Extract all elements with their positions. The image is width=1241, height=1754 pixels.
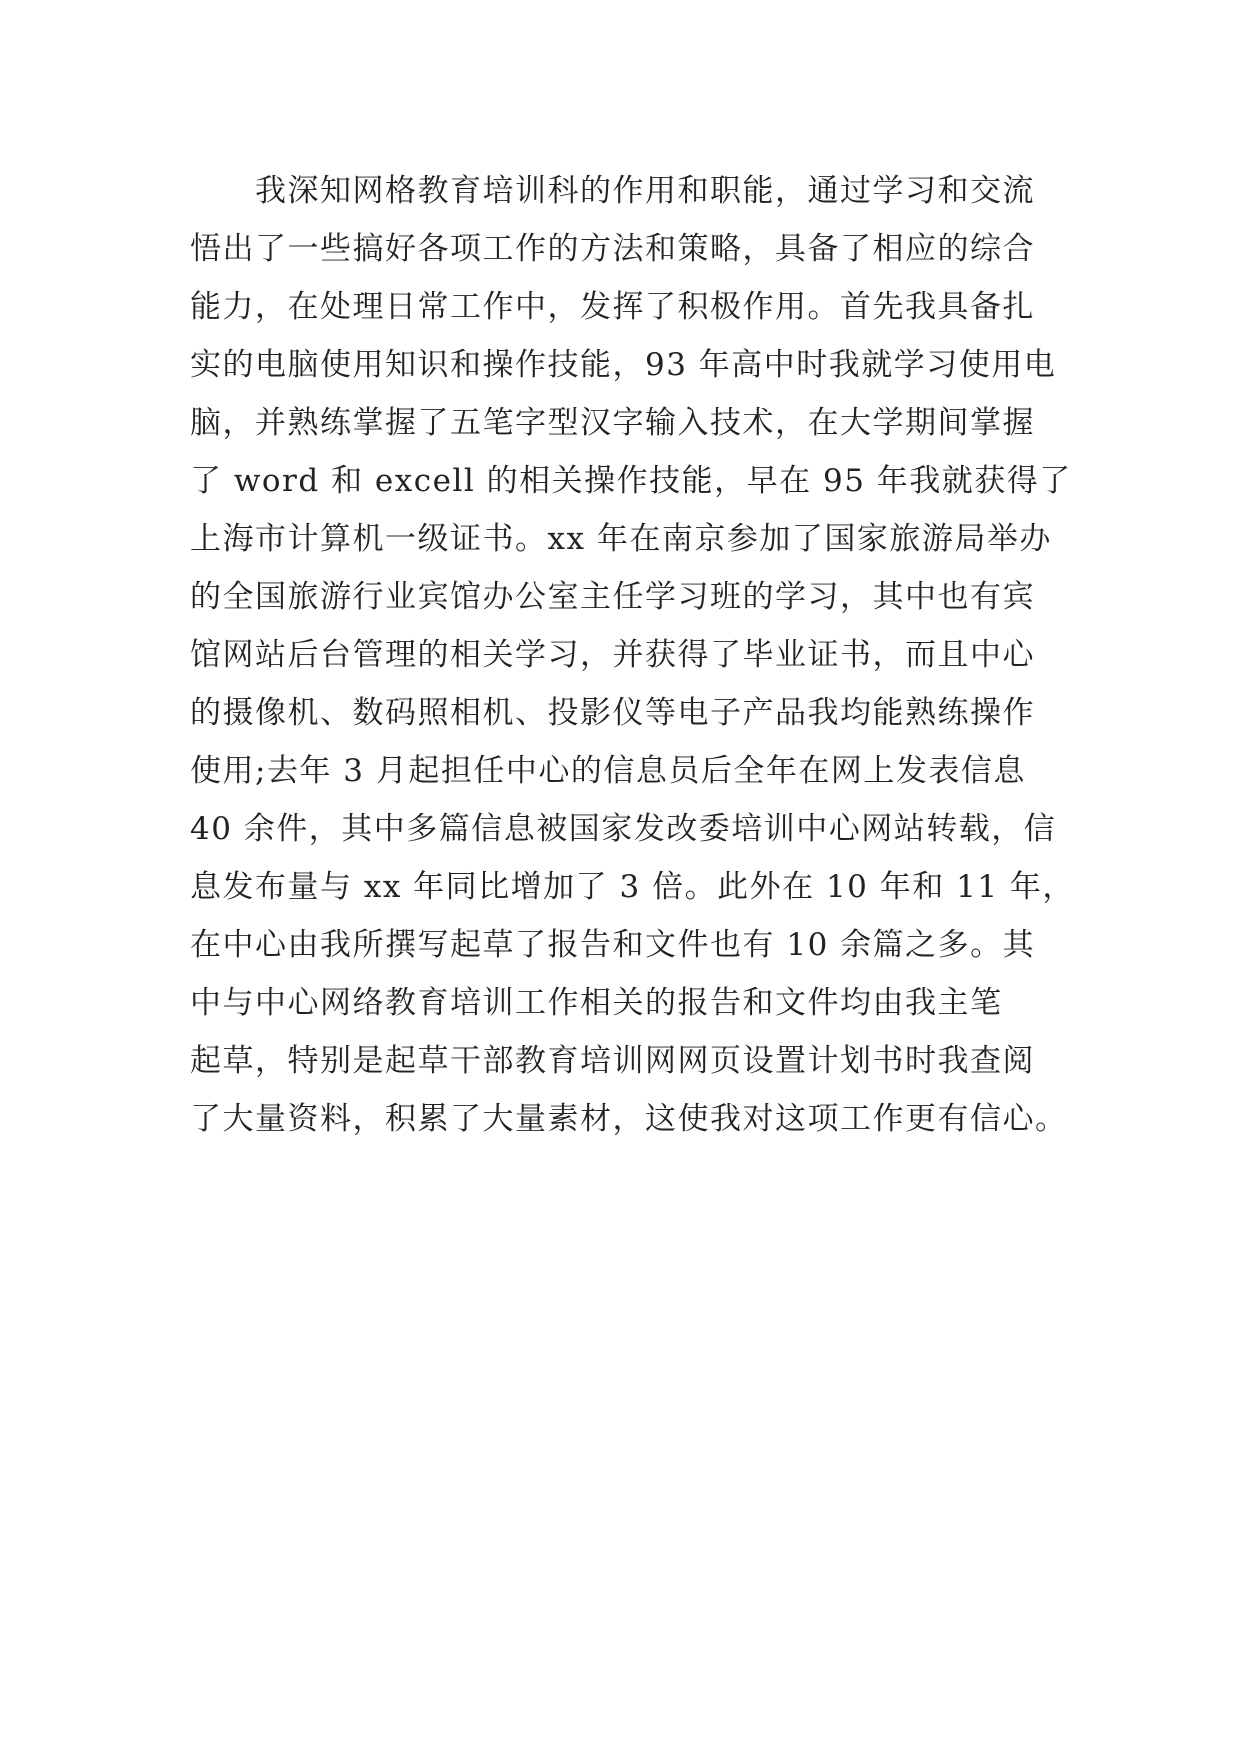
- paragraph-line: 起草，特别是起草干部教育培训网网页设置计划书时我查阅: [190, 1043, 1035, 1079]
- paragraph-line: 实的电脑使用知识和操作技能，93 年高中时我就学习使用电: [190, 347, 1057, 383]
- paragraph-line: 中与中心网络教育培训工作相关的报告和文件均由我主笔: [190, 985, 1003, 1021]
- paragraph-line: 使用;去年 3 月起担任中心的信息员后全年在网上发表信息: [190, 753, 1026, 789]
- paragraph-line: 上海市计算机一级证书。xx 年在南京参加了国家旅游局举办: [190, 521, 1052, 557]
- paragraph-line: 悟出了一些搞好各项工作的方法和策略，具备了相应的综合: [190, 231, 1035, 267]
- paragraph-line: 了大量资料，积累了大量素材，这使我对这项工作更有信心。: [190, 1101, 1068, 1137]
- paragraph-line: 我深知网格教育培训科的作用和职能，通过学习和交流: [190, 173, 1035, 209]
- paragraph-line: 了 word 和 excell 的相关操作技能，早在 95 年我就获得了: [190, 463, 1072, 499]
- paragraph-line: 馆网站后台管理的相关学习，并获得了毕业证书，而且中心: [190, 637, 1035, 673]
- paragraph-line: 能力，在处理日常工作中，发挥了积极作用。首先我具备扎: [190, 289, 1035, 325]
- paragraph-line: 在中心由我所撰写起草了报告和文件也有 10 余篇之多。其: [190, 927, 1036, 963]
- paragraph-line: 脑，并熟练掌握了五笔字型汉字输入技术，在大学期间掌握: [190, 405, 1035, 441]
- paragraph-line: 息发布量与 xx 年同比增加了 3 倍。此外在 10 年和 11 年，: [190, 869, 1075, 905]
- body-paragraph: [190, 162, 1075, 1148]
- paragraph-line: 的摄像机、数码照相机、投影仪等电子产品我均能熟练操作: [190, 695, 1035, 731]
- paragraph-line: 40 余件，其中多篇信息被国家发改委培训中心网站转载，信: [190, 811, 1057, 847]
- paragraph-line: 的全国旅游行业宾馆办公室主任学习班的学习，其中也有宾: [190, 579, 1035, 615]
